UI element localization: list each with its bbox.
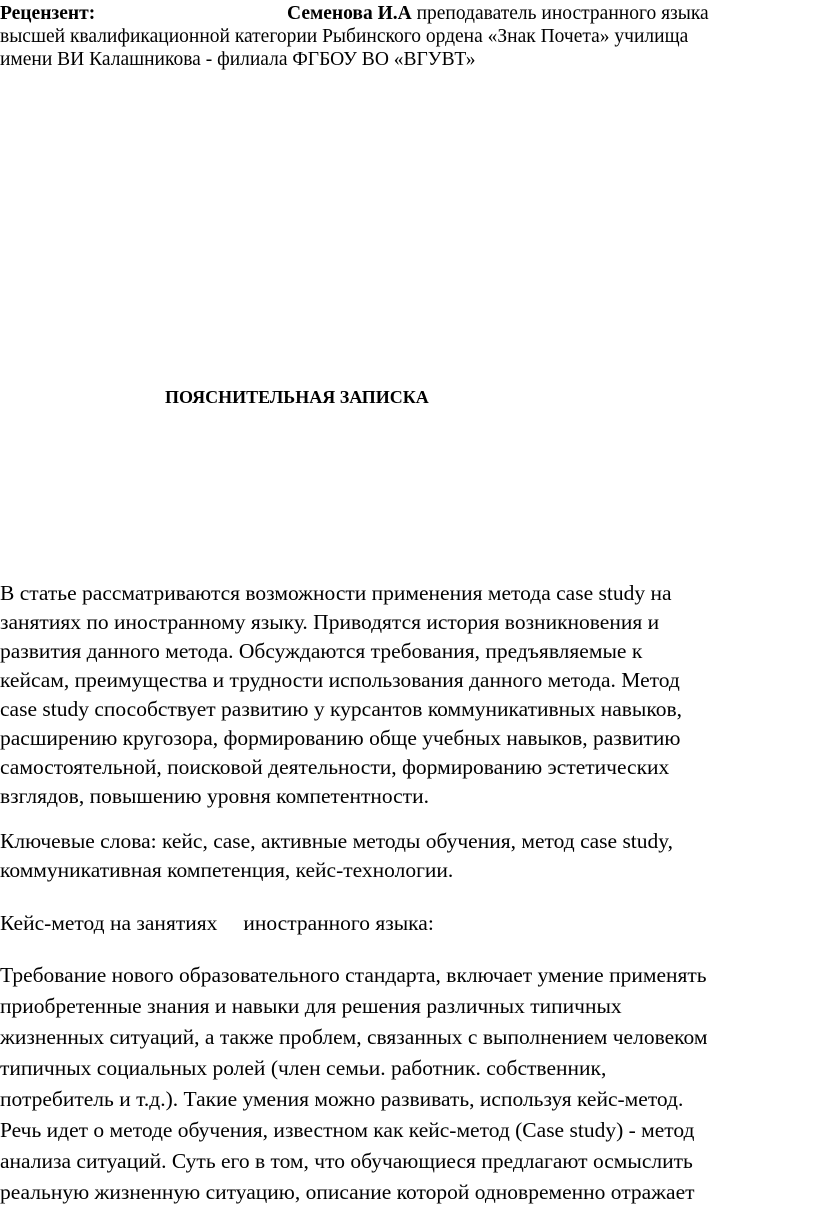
section-heading-part-1: Кейс-метод на занятиях (0, 911, 218, 935)
text-line: типичных социальных ролей (член семьи. работник. собственник, (0, 1056, 607, 1080)
text-line: реальную жизненную ситуацию, описание которой одновременно отражает (0, 1180, 695, 1204)
text-line: Речь идет о методе обучения, известном как кейс-метод (Case study) - метод (0, 1118, 695, 1142)
text-line: приобретенные знания и навыки для решения различных типичных (0, 994, 622, 1018)
text-line: анализа ситуаций. Суть его в том, что обучающиеся предлагают осмыслить (0, 1149, 693, 1173)
text-line: жизненных ситуаций, а также проблем, связанных с выполнением человеком (0, 1025, 708, 1049)
reviewer-block (0, 2, 812, 71)
reviewer-label: Рецензент: (0, 3, 96, 24)
reviewer-line-1 (0, 2, 812, 25)
text-line: занятиях по иностранному языку. Приводятся история возникновения и (0, 610, 660, 634)
reviewer-line-2: высшей квалификационной категории Рыбинского ордена «Знак Почета» училища (0, 26, 689, 47)
text-line: case study способствует развитию у курсантов коммуникативных навыков, (0, 697, 683, 721)
text-line: В статье рассматриваются возможности применения метода case study на (0, 581, 672, 605)
keywords-paragraph (0, 827, 812, 885)
text-line: Требование нового образовательного стандарта, включает умение применять (0, 963, 707, 987)
section-heading-part-2: иностранного языка: (243, 911, 434, 935)
text-line: Ключевые слова: кейс, case, активные методы обучения, метод case study, (0, 829, 674, 853)
main-paragraph (0, 960, 812, 1208)
reviewer-line-3: имени ВИ Калашникова - филиала ФГБОУ ВО «ВГУВТ» (0, 49, 476, 70)
text-line: развития данного метода. Обсуждаются требования, предъявляемые к (0, 639, 643, 663)
text-line: самостоятельной, поисковой деятельности, формированию эстетических (0, 755, 670, 779)
text-line: кейсам, преимущества и трудности использования данного метода. Метод (0, 668, 680, 692)
document-title: ПОЯСНИТЕЛЬНАЯ ЗАПИСКА (165, 387, 429, 407)
reviewer-name: Семенова И.А (287, 3, 412, 24)
section-heading (0, 909, 812, 938)
reviewer-position: преподаватель иностранного языка (416, 3, 709, 24)
abstract-paragraph (0, 579, 812, 811)
text-line: взглядов, повышению уровня компетентности. (0, 784, 429, 808)
text-line: коммуникативная компетенция, кейс-технологии. (0, 858, 454, 882)
text-line: расширению кругозора, формированию обще учебных навыков, развитию (0, 726, 681, 750)
text-line: потребитель и т.д.). Такие умения можно развивать, используя кейс-метод. (0, 1087, 684, 1111)
